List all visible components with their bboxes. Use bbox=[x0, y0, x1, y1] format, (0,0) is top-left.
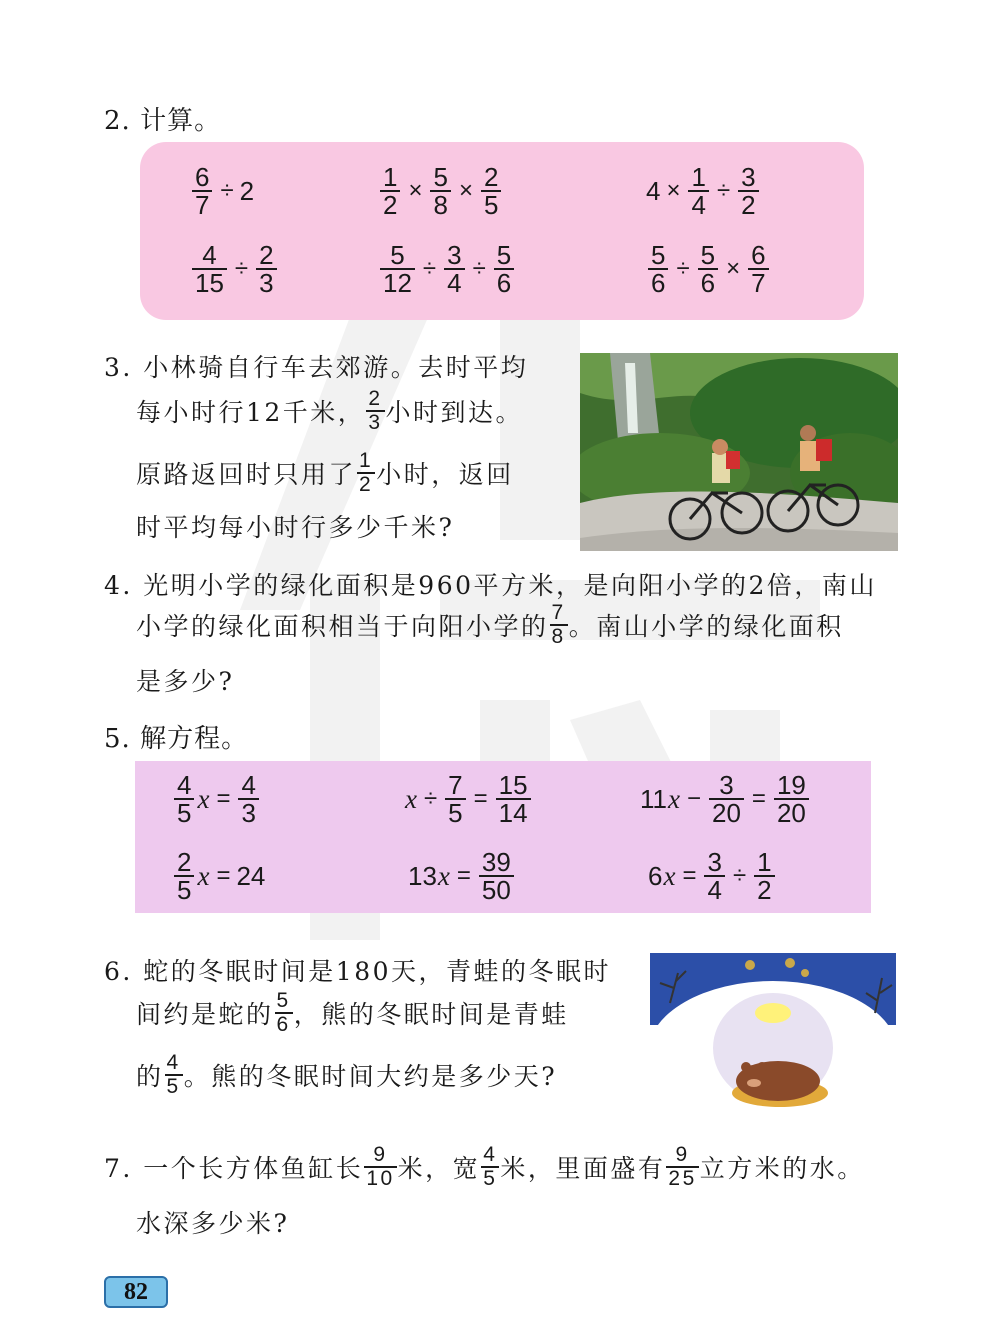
equation-2: x ÷ $\frac{7}{5}$ = $\frac{15}{14}$ bbox=[404, 772, 533, 826]
calc-expr-2: $\frac{1}{2}$ × $\frac{5}{8}$ × $\frac{2}{5}$ bbox=[378, 164, 503, 218]
q6-line3: 的 4 5 。熊的冬眠时间大约是多少天? bbox=[136, 1051, 558, 1098]
calc-expr-5: $\frac{5}{12}$ ÷ $\frac{3}{4}$ ÷ $\frac{5}{6}$ bbox=[378, 242, 516, 296]
hibernating-bear-illustration bbox=[650, 953, 896, 1125]
equation-6: 6 x = $\frac{3}{4}$ ÷ $\frac{1}{2}$ bbox=[648, 849, 777, 903]
q4-line3: 是多少? bbox=[136, 667, 235, 696]
q2-heading: 2. 计算。 bbox=[104, 106, 222, 136]
equation-1: $\frac{4}{5}$ x = $\frac{4}{3}$ bbox=[172, 772, 261, 826]
q7-line1: 7. 一个长方体鱼缸长 9 10 米，宽 4 5 米，里面盛有 9 25 立方米的水。 bbox=[104, 1143, 865, 1190]
q3-line2: 每小时行12千米， 2 3 小时到达。 bbox=[136, 387, 524, 434]
q3-line4: 时平均每小时行多少千米? bbox=[136, 513, 455, 542]
equation-4: $\frac{2}{5}$ x = 24 bbox=[172, 849, 265, 903]
q4-line2: 小学的绿化面积相当于向阳小学的 7 8 。南山小学的绿化面积 bbox=[136, 601, 844, 648]
q3-line3: 原路返回时只用了 1 2 小时，返回 bbox=[136, 449, 514, 496]
calc-expr-1: $\frac{6}{7}$ ÷ 2 bbox=[190, 164, 254, 218]
q4-line1: 4. 光明小学的绿化面积是960平方米，是向阳小学的2倍，南山 bbox=[104, 571, 877, 600]
q6-line2: 间约是蛇的 5 6 ，熊的冬眠时间是青蛙 bbox=[136, 989, 569, 1036]
q5-heading: 5. 解方程。 bbox=[104, 724, 249, 754]
page-number: 82 bbox=[104, 1276, 168, 1308]
calc-expr-4: $\frac{4}{15}$ ÷ $\frac{2}{3}$ bbox=[190, 242, 279, 296]
calc-expr-3: 4 × $\frac{1}{4}$ ÷ $\frac{3}{2}$ bbox=[646, 164, 761, 218]
equation-5: 13 x = $\frac{39}{50}$ bbox=[408, 849, 516, 903]
calc-expr-6: $\frac{5}{6}$ ÷ $\frac{5}{6}$ × $\frac{6}{7}$ bbox=[646, 242, 771, 296]
q3-line1: 3. 小林骑自行车去郊游。去时平均 bbox=[104, 353, 529, 382]
cyclists-photo bbox=[580, 353, 898, 551]
equation-3: 11 x − $\frac{3}{20}$ = $\frac{19}{20}$ bbox=[640, 772, 811, 826]
q6-line1: 6. 蛇的冬眠时间是180天，青蛙的冬眠时 bbox=[104, 957, 612, 986]
q7-line2: 水深多少米? bbox=[136, 1209, 290, 1238]
